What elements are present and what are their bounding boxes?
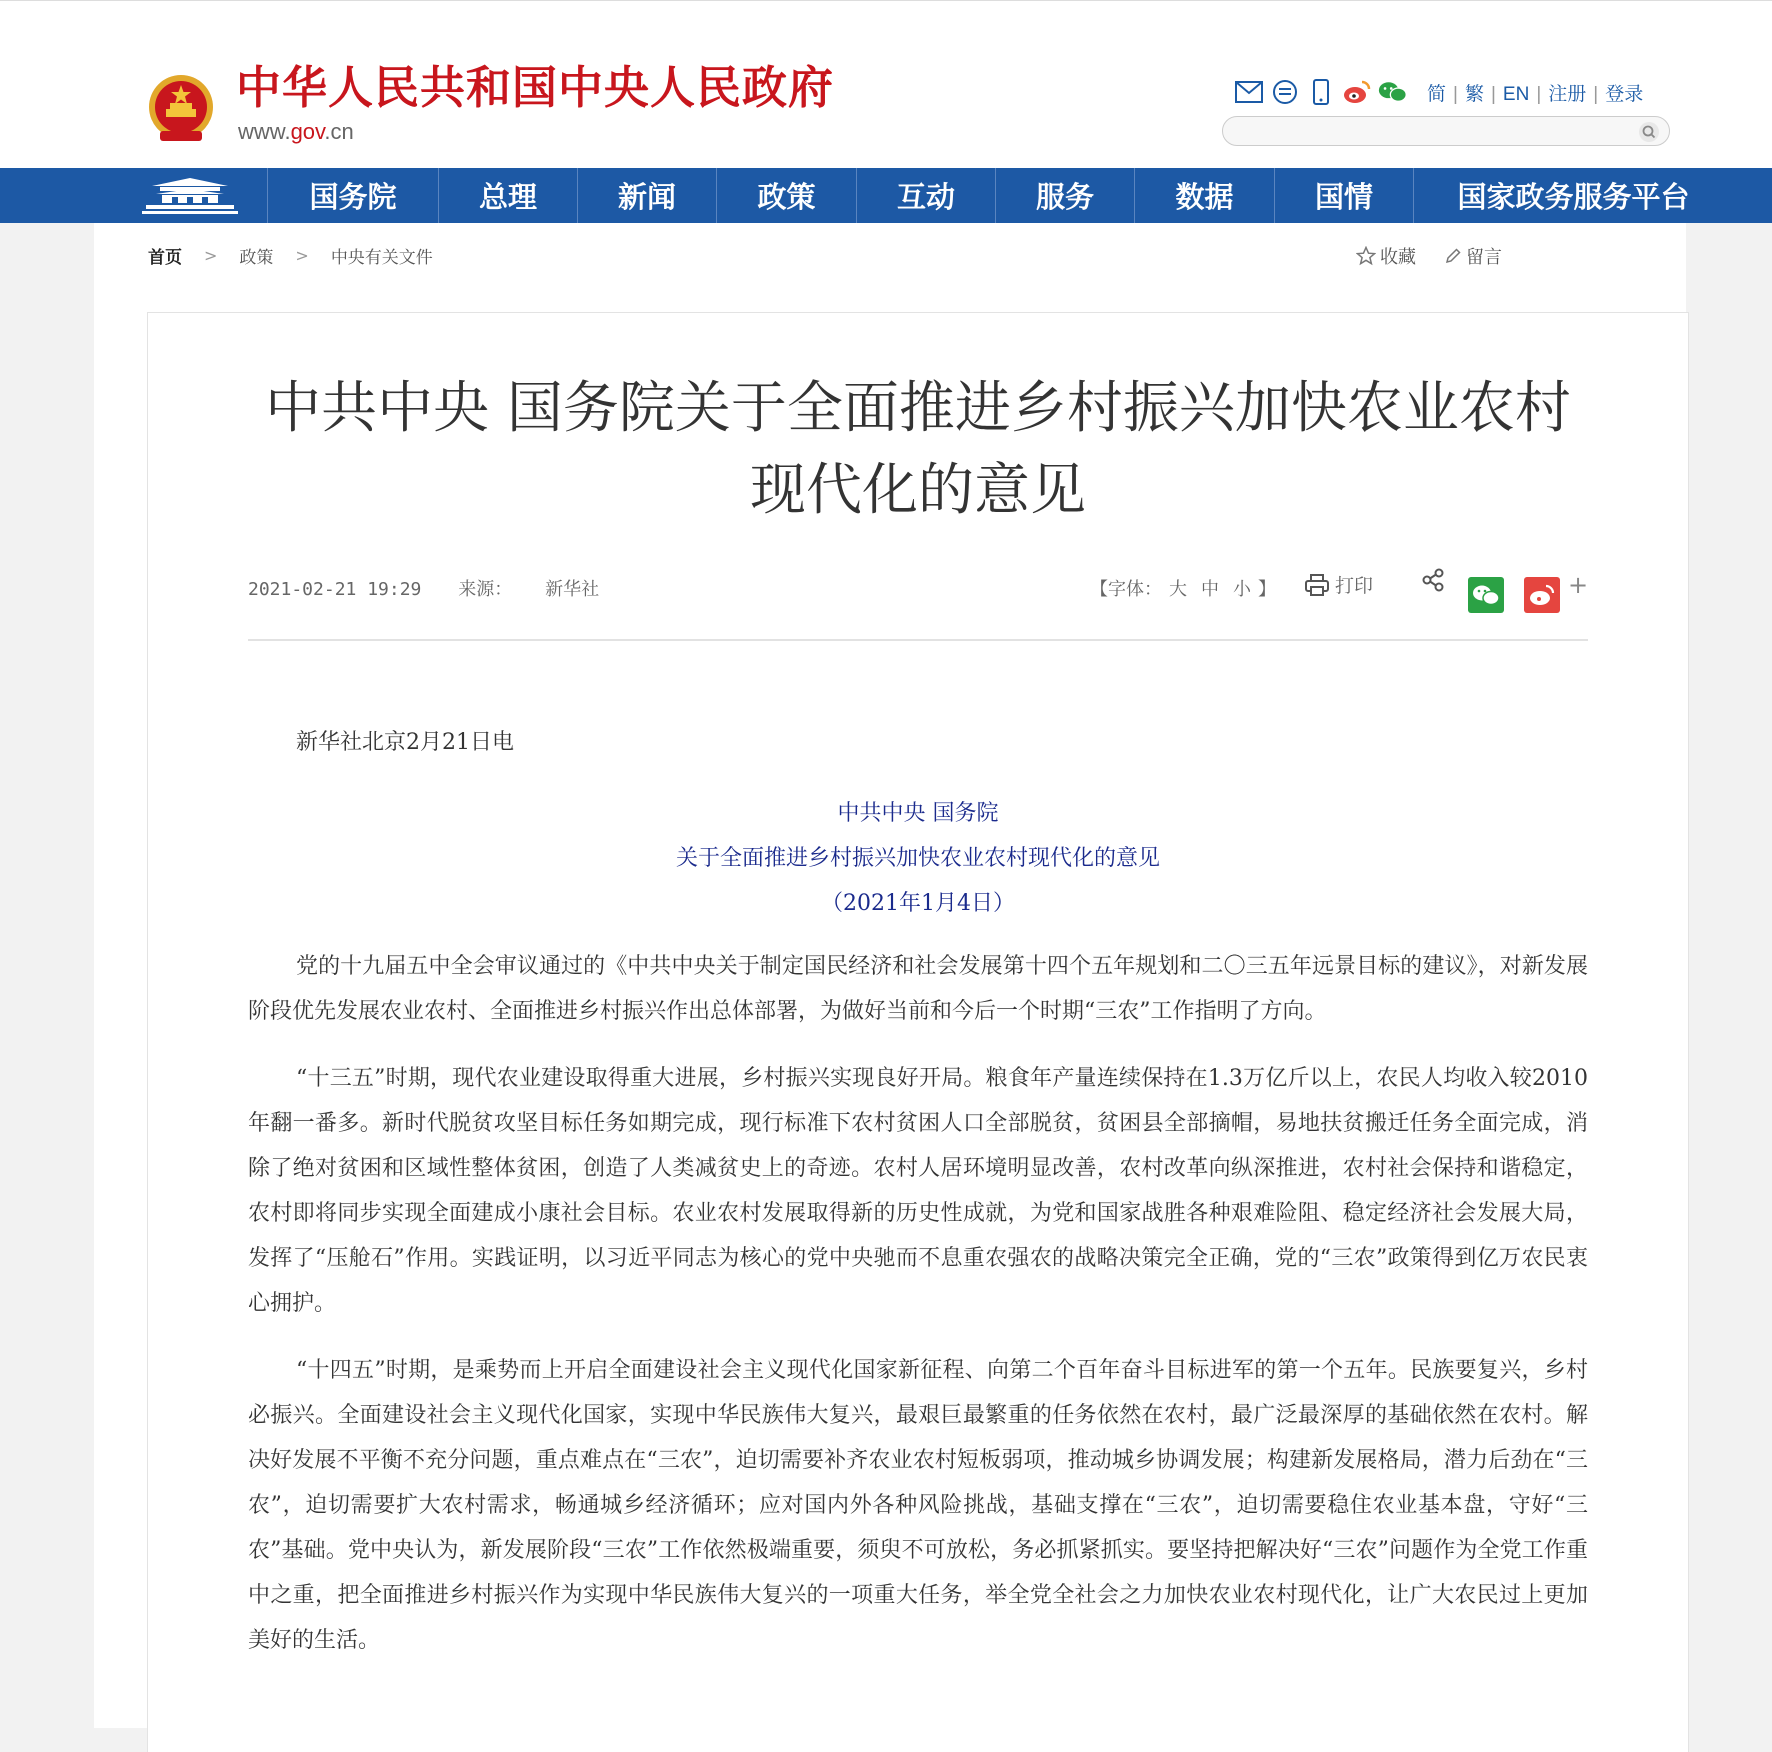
article-card	[147, 312, 1689, 1752]
weibo-icon[interactable]	[1342, 77, 1372, 107]
article-title: 中共中央 国务院关于全面推进乡村振兴加快农业农村 现代化的意见	[265, 376, 1571, 523]
main-nav	[0, 168, 1772, 223]
print-button[interactable]	[1304, 571, 1373, 598]
print-label: 打印	[1335, 575, 1374, 597]
site-name[interactable]: 中华人民共和国中央人民政府	[236, 61, 835, 114]
mail-icon[interactable]	[1234, 77, 1264, 107]
wechat-icon	[1472, 583, 1500, 607]
search-input[interactable]	[1237, 120, 1621, 144]
weibo-icon	[1528, 583, 1556, 607]
nav-premier[interactable]: 总理	[438, 168, 577, 223]
site-header	[0, 0, 1772, 169]
source-label: 来源：	[458, 579, 513, 600]
breadcrumb	[148, 243, 433, 268]
page-tools	[1356, 243, 1530, 269]
document-heading	[248, 791, 1588, 926]
font-size-large[interactable]: 大	[1169, 579, 1187, 600]
paragraph: “十四五”时期，是乘势而上开启全面建设社会主义现代化国家新征程、向第二个百年奋斗目标进军的第一个五年。民族要复兴，乡村必振兴。全面建设社会主义现代化国家，实现中华民族伟大复兴，最艰巨最繁重的任务依然在农村，最广泛最深厚的基础依然在农村。解决好发展不平衡不充分问题，重点难点在“三农”，迫切需要补齐农业农村短板弱项，推动城乡协调发展；构建新发展格局，潜力后劲在“三农”，迫切需要扩大农村需求，畅通城乡经济循环；应对国内外各种风险挑战，基础支撑在“三农”，迫切需要稳住农业基本盘，守好“三农”基础。党中央认为，新发展阶段“三农”工作依然极端重要，须臾不可放松，务必抓紧抓实。要坚持把解决好“三农”问题作为全党工作重中之重，把全面推进乡村振兴作为实现中华民族伟大复兴的一项重大任务，举全党全社会之力加快农业农村现代化，让广大农民过上更加美好的生活。	[248, 1358, 1588, 1653]
search-box	[1222, 116, 1670, 146]
paragraph: “十三五”时期，现代农业建设取得重大进展，乡村振兴实现良好开局。粮食年产量连续保持在1.3万亿斤以上，农民人均收入较2010年翻一番多。新时代脱贫攻坚目标任务如期完成，现行标准下农村贫困人口全部脱贫，贫困县全部摘帽，易地扶贫搬迁任务全面完成，消除了绝对贫困和区域性整体贫困，创造了人类减贫史上的奇迹。农村人居环境明显改善，农村改革向纵深推进，农村社会保持和谐稳定，农村即将同步实现全面建成小康社会目标。农业农村发展取得新的历史性成就，为党和国家战胜各种艰难险阻、稳定经济社会发展大局，发挥了“压舱石”作用。实践证明，以习近平同志为核心的党中央驰而不息重农强农的战略决策完全正确，党的“三农”政策得到亿万农民衷心拥护。	[248, 1066, 1588, 1316]
article-dateline: 新华社北京2月21日电	[296, 730, 514, 755]
login-link[interactable]: 登录	[1605, 84, 1644, 105]
lang-traditional-link[interactable]: 繁	[1464, 84, 1484, 105]
nav-state-council[interactable]: 国务院	[267, 168, 438, 223]
site-url: www.gov.cn	[238, 119, 354, 144]
nav-services[interactable]: 服务	[995, 168, 1134, 223]
tiananmen-logo-icon[interactable]	[142, 176, 238, 216]
document-date: （2021年1月4日）	[821, 891, 1015, 916]
national-emblem-icon[interactable]	[146, 73, 216, 145]
article-body	[248, 723, 1588, 1685]
share-wechat-button[interactable]	[1468, 577, 1504, 613]
share-icon[interactable]	[1418, 565, 1448, 595]
nav-national-profile[interactable]: 国情	[1274, 168, 1413, 223]
font-size-medium[interactable]: 中	[1201, 579, 1219, 600]
source-name: 新华社	[545, 579, 600, 600]
breadcrumb-home[interactable]: 首页	[148, 248, 182, 268]
article-meta	[248, 575, 599, 601]
lang-simplified-link[interactable]: 简	[1427, 84, 1447, 105]
nav-interaction[interactable]: 互动	[856, 168, 995, 223]
favorite-label: 收藏	[1380, 247, 1416, 268]
wechat-icon[interactable]	[1378, 77, 1408, 107]
nav-policy[interactable]: 政策	[716, 168, 856, 223]
star-icon	[1356, 246, 1376, 266]
share-weibo-button[interactable]	[1524, 577, 1560, 613]
publish-datetime: 2021-02-21 19:29	[248, 579, 422, 600]
mobile-icon[interactable]	[1306, 77, 1336, 107]
document-issuer: 中共中央 国务院	[837, 801, 999, 826]
breadcrumb-separator: >	[204, 246, 218, 265]
language-account-links: 简 | 繁 | EN | 注册 | 登录	[1427, 84, 1644, 105]
search-icon[interactable]	[1637, 120, 1661, 144]
nav-gov-service-platform[interactable]: 国家政务服务平台	[1413, 168, 1733, 223]
printer-icon	[1304, 573, 1330, 597]
nav-data[interactable]: 数据	[1134, 168, 1274, 223]
meta-divider	[248, 639, 1588, 641]
nav-news[interactable]: 新闻	[577, 168, 716, 223]
breadcrumb-separator: >	[295, 246, 309, 265]
paragraph: 党的十九届五中全会审议通过的《中共中央关于制定国民经济和社会发展第十四个五年规划和二〇三五年远景目标的建议》，对新发展阶段优先发展农业农村、全面推进乡村振兴作出总体部署，为做好当前和今后一个时期“三农”工作指明了方向。	[248, 954, 1588, 1024]
favorite-button[interactable]	[1356, 243, 1416, 269]
document-title: 关于全面推进乡村振兴加快农业农村现代化的意见	[675, 846, 1160, 871]
comment-label: 留言	[1466, 247, 1502, 268]
lang-english-link[interactable]: EN	[1502, 84, 1530, 105]
pencil-icon	[1444, 247, 1462, 265]
breadcrumb-policy[interactable]: 政策	[239, 248, 274, 268]
font-size-small[interactable]: 小	[1233, 579, 1251, 600]
message-icon[interactable]	[1270, 77, 1300, 107]
share-more-button[interactable]: +	[1568, 571, 1589, 599]
breadcrumb-central-documents[interactable]: 中央有关文件	[330, 248, 433, 268]
top-icon-bar	[1234, 75, 1414, 109]
font-size-switcher: 【字体： 大 中 小 】	[1090, 579, 1276, 600]
comment-button[interactable]	[1444, 243, 1502, 269]
register-link[interactable]: 注册	[1548, 84, 1587, 105]
